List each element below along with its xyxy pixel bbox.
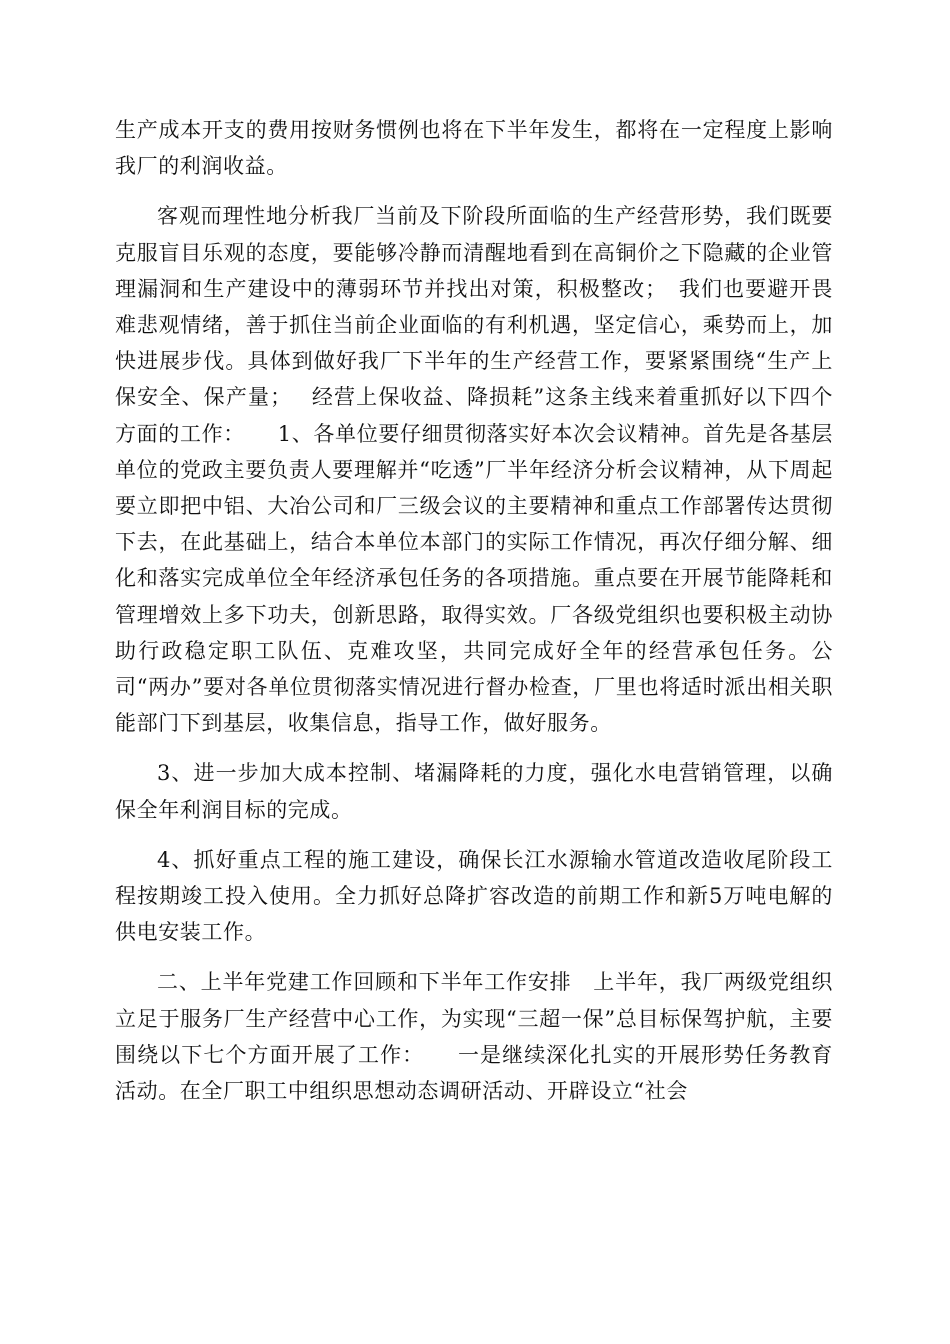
paragraph-5: 二、上半年党建工作回顾和下半年工作安排 上半年，我厂两级党组织立足于服务厂生产经营中心工作，为实现“三超一保”总目标保驾护航，主要围绕以下七个方面开展了工作： 一是继续深化扎实的开展形势任务教育活动。在全厂职工中组织思想动态调研活动、开辟设立“社会	[115, 970, 833, 1104]
paragraph-4: 4、抓好重点工程的施工建设，确保长江水源输水管道改造收尾阶段工程按期竣工投入使用。全力抓好总降扩容改造的前期工作和新5万吨电解的供电安装工作。	[115, 847, 833, 945]
paragraph-2: 客观而理性地分析我厂当前及下阶段所面临的生产经营形势，我们既要克服盲目乐观的态度，要能够冷静而清醒地看到在高铜价之下隐藏的企业管理漏洞和生产建设中的薄弱环节并找出对策，积极整改； 我们也要避开畏难悲观情绪，善于抓住当前企业面临的有利机遇，坚定信心，乘势而上，加快进展步伐。具体到做好我厂下半年的生产经营工作，要紧紧围绕“生产上保安全、保产量； 经营上保收益、降损耗”这条主线来着重抓好以下四个方面的工作： 1、各单位要仔细贯彻落实好本次会议精神。首先是各基层单位的党政主要负责人要理解并“吃透”厂半年经济分析会议精神，从下周起要立即把中铝、大冶公司和厂三级会议的主要精神和重点工作部署传达贯彻下去，在此基础上，结合本单位本部门的实际工作情况，再次仔细分解、细化和落实完成单位全年经济承包任务的各项措施。重点要在开展节能降耗和管理增效上多下功夫，创新思路，取得实效。厂各级党组织也要积极主动协助行政稳定职工队伍、克难攻坚，共同完成好全年的经营承包任务。公司“两办”要对各单位贯彻落实情况进行督办检查，厂里也将适时派出相关职能部门下到基层，收集信息，指导工作，做好服务。	[115, 204, 833, 736]
document-page	[115, 112, 833, 1123]
paragraph-3: 3、进一步加大成本控制、堵漏降耗的力度，强化水电营销管理，以确保全年利润目标的完成。	[115, 761, 833, 822]
paragraph-1: 生产成本开支的费用按财务惯例也将在下半年发生，都将在一定程度上影响我厂的利润收益。	[115, 118, 833, 179]
